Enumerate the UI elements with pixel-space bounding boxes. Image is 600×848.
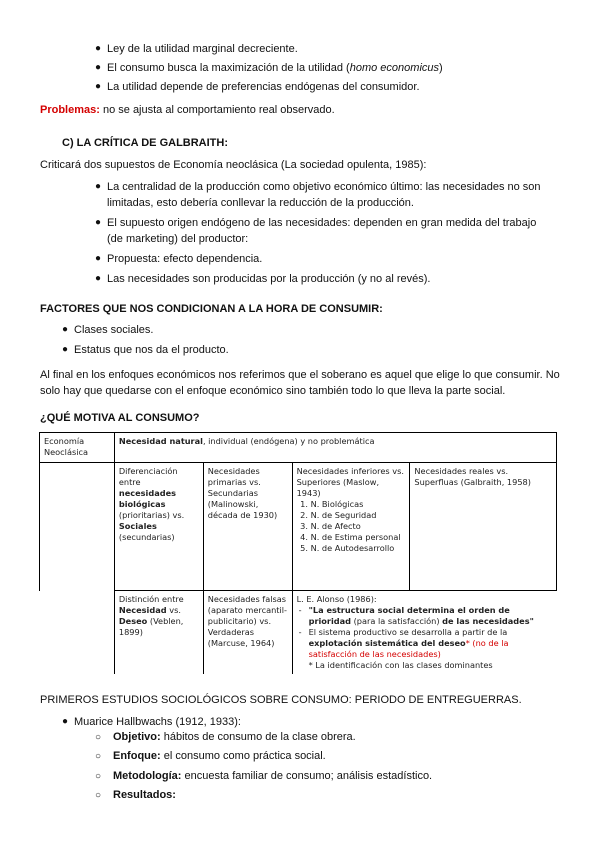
section-heading: ¿QUÉ MOTIVA AL CONSUMO? — [40, 412, 200, 424]
list-item: ● El consumo busca la maximización de la utilidad (homo economicus) — [95, 62, 443, 74]
bullet-icon: ● — [62, 716, 69, 727]
table-cell — [40, 463, 115, 591]
table-cell: Distinción entre Necesidad vs. Deseo (Veblen, 1899) — [114, 591, 203, 675]
bullet-icon: ● — [62, 344, 69, 355]
circle-bullet-icon: ○ — [95, 790, 102, 801]
circle-bullet-icon: ○ — [95, 751, 102, 762]
list-item: ○ Enfoque: el consumo como práctica social. — [95, 750, 326, 762]
paragraph: Al final en los enfoques económicos nos referimos que el soberano es aquel que elige lo que consumir. No solo hay que quedarse con el enfoque económico sino también todo lo que lleva la parte social. — [40, 369, 560, 397]
problemas-line: Problemas: no se ajusta al comportamiento real observado. — [40, 104, 335, 116]
circle-bullet-icon: ○ — [95, 732, 102, 743]
bullet-icon: ● — [95, 62, 102, 73]
table-cell: Economía Neoclásica — [40, 433, 115, 463]
circle-bullet-icon: ○ — [95, 771, 102, 782]
list-item: ● Ley de la utilidad marginal decreciente. — [95, 43, 298, 55]
table-cell: Necesidades falsas (aparato mercantil-publicitario) vs. Verdaderas (Marcuse, 1964) — [203, 591, 292, 675]
list-item: ○ Resultados: — [95, 789, 176, 801]
intro-text: Criticará dos supuestos de Economía neoclásica (La sociedad opulenta, 1985): — [40, 159, 427, 171]
list-item: ● Clases sociales. — [62, 324, 154, 336]
alonso-list: - "La estructura social determina el orden de prioridad (para la satisfacción) de las necesidades" - El sistema productivo se desarrolla a partir de la explotación sistemática del deseo* (no de la satisfacción de las necesidades) — [297, 605, 553, 660]
list-item: ● Propuesta: efecto dependencia. — [95, 253, 263, 265]
bullet-icon: ● — [95, 43, 102, 54]
list-item: ● El supuesto origen endógeno de las necesidades: dependen en gran medida del trabajo (de marketing) del productor: — [95, 217, 537, 245]
list-item: ● La centralidad de la producción como objetivo económico último: las necesidades no son limitadas, esto debería conllevar la reducción de la producción. — [95, 181, 541, 209]
maslow-list: 1. N. Biológicas 2. N. de Seguridad 3. N. de Afecto 4. N. de Estima personal 5. N. de Autodesarrollo — [297, 499, 406, 554]
table-cell: L. E. Alonso (1986): - "La estructura social determina el orden de prioridad (para la satisfacción) de las necesidades" - El sistema productivo se desarrolla a partir de la explotación sistemática del deseo* (no de la satisfacción de las necesidades) * La identificación con las clases dominantes — [292, 591, 556, 675]
table-cell: Necesidad natural, individual (endógena) y no problemática — [114, 433, 556, 463]
section-heading: FACTORES QUE NOS CONDICIONAN A LA HORA DE CONSUMIR: — [40, 303, 383, 315]
bullet-icon: ● — [95, 217, 102, 228]
list-item: ● La utilidad depende de preferencias endógenas del consumidor. — [95, 81, 420, 93]
list-item: ○ Objetivo: hábitos de consumo de la clase obrera. — [95, 731, 356, 743]
list-item: ○ Metodología: encuesta familiar de consumo; análisis estadístico. — [95, 770, 433, 782]
table-cell: Diferenciación entre necesidades biológicas (prioritarias) vs. Sociales (secundarias) — [114, 463, 203, 591]
needs-table — [39, 432, 557, 674]
bullet-icon: ● — [62, 324, 69, 335]
section-heading: C) LA CRÍTICA DE GALBRAITH: — [62, 137, 228, 149]
section-heading: PRIMEROS ESTUDIOS SOCIOLÓGICOS SOBRE CONSUMO: PERIODO DE ENTREGUERRAS. — [40, 694, 522, 706]
table-cell: Necesidades primarias vs. Secundarias (Malinowski, década de 1930) — [203, 463, 292, 591]
list-item: ● Muarice Hallbwachs (1912, 1933): — [62, 716, 241, 728]
list-item: ● Las necesidades son producidas por la producción (y no al revés). — [95, 273, 431, 285]
bullet-icon: ● — [95, 181, 102, 192]
bullet-icon: ● — [95, 253, 102, 264]
table-cell: Necesidades reales vs. Superfluas (Galbraith, 1958) — [410, 463, 557, 591]
bullet-icon: ● — [95, 81, 102, 92]
table-cell — [40, 591, 115, 675]
list-item: ● Estatus que nos da el producto. — [62, 344, 229, 356]
bullet-icon: ● — [95, 273, 102, 284]
table-cell: Necesidades inferiores vs. Superiores (Maslow, 1943) 1. N. Biológicas 2. N. de Seguridad 3. N. de Afecto 4. N. de Estima personal 5. N. de Autodesarrollo — [292, 463, 410, 591]
